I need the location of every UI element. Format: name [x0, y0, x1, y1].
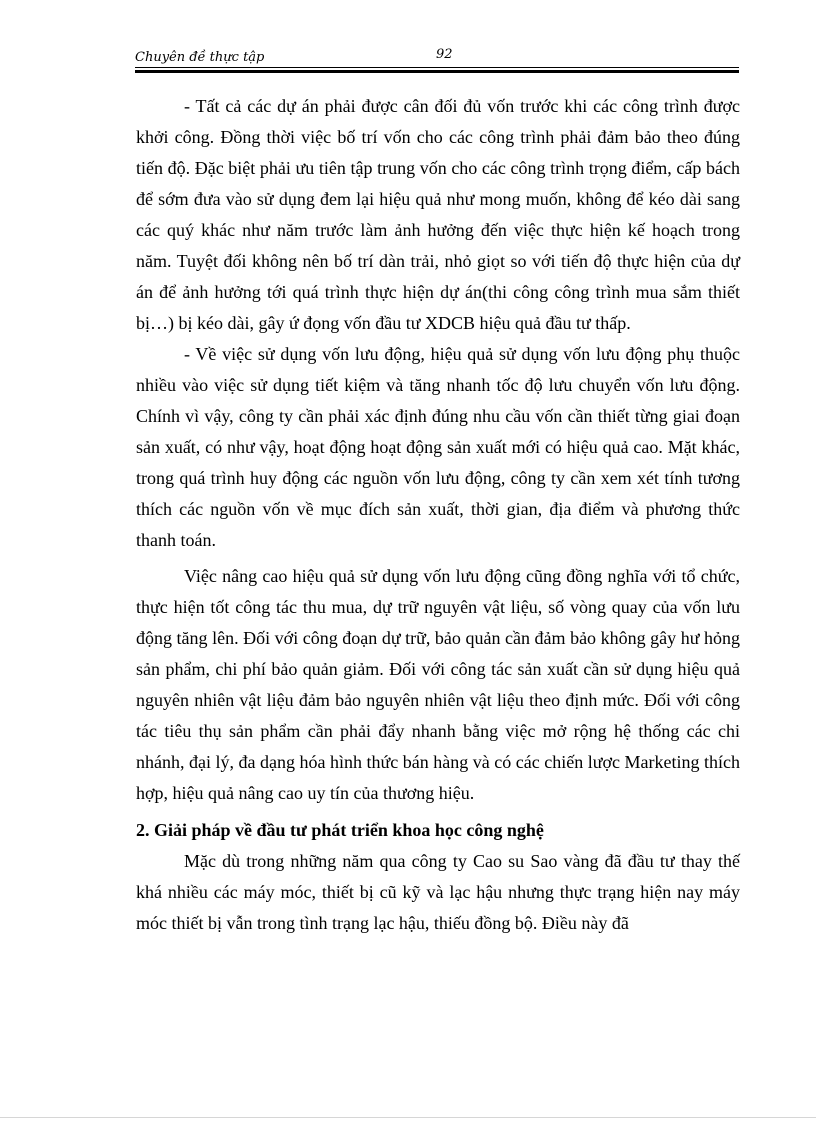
- header-rule-thin: [135, 67, 739, 68]
- page-number: 92: [436, 47, 453, 62]
- paragraph-efficiency: Việc nâng cao hiệu quả sử dụng vốn lưu động cũng đồng nghĩa với tổ chức, thực hiện tốt công tác thu mua, dự trữ nguyên vật liệu, số vòng quay của vốn lưu động tăng lên. Đối với công đoạn dự trữ, bảo quản cần đảm bảo không gây hư hỏng sản phẩm, chi phí bảo quản giảm. Đối với công tác sản xuất cần sử dụng hiệu quả nguyên nhiên vật liệu đảm bảo nguyên nhiên vật liệu theo định mức. Đối với công tác tiêu thụ sản phẩm cần phải đẩy nhanh bằng việc mở rộng hệ thống các chi nhánh, đại lý, đa dạng hóa hình thức bán hàng và có các chiến lược Marketing thích hợp, hiệu quả nâng cao uy tín của thương hiệu.: [136, 566, 740, 803]
- header-rule-thick: [135, 70, 739, 73]
- document-body: [136, 91, 740, 939]
- section-heading: 2. Giải pháp về đầu tư phát triển khoa học công nghệ: [136, 820, 544, 840]
- page-bottom-edge: [0, 1117, 816, 1118]
- header-title: Chuyên đề thực tập: [135, 50, 265, 65]
- paragraph-working-capital: - Về việc sử dụng vốn lưu động, hiệu quả sử dụng vốn lưu động phụ thuộc nhiều vào việc sử dụng tiết kiệm và tăng nhanh tốc độ lưu chuyển vốn lưu động. Chính vì vậy, công ty cần phải xác định đúng nhu cầu vốn cần thiết từng giai đoạn sản xuất, có như vậy, hoạt động hoạt động sản xuất mới có hiệu quả cao. Mặt khác, trong quá trình huy động các nguồn vốn lưu động, công ty cần xem xét tính tương thích các nguồn vốn về mục đích sản xuất, thời gian, địa điểm và phương thức thanh toán.: [136, 344, 740, 550]
- page-header: [135, 46, 739, 74]
- paragraph-technology: Mặc dù trong những năm qua công ty Cao su Sao vàng đã đầu tư thay thế khá nhiều các máy móc, thiết bị cũ kỹ và lạc hậu nhưng thực trạng hiện nay máy móc thiết bị vẫn trong tình trạng lạc hậu, thiếu đồng bộ. Điều này đã: [136, 851, 740, 933]
- paragraph-capital-balance: - Tất cả các dự án phải được cân đối đủ vốn trước khi các công trình được khởi công. Đồng thời việc bố trí vốn cho các công trình phải đảm bảo theo đúng tiến độ. Đặc biệt phải ưu tiên tập trung vốn cho các công trình trọng điểm, cấp bách để sớm đưa vào sử dụng đem lại hiệu quả như mong muốn, không để kéo dài sang các quý khác như năm trước làm ảnh hưởng đến việc thực hiện kế hoạch trong năm. Tuyệt đối không nên bố trí dàn trải, nhỏ giọt so với tiến độ thực hiện của dự án để ảnh hưởng tới quá trình thực hiện dự án(thi công công trình mua sắm thiết bị…) bị kéo dài, gây ứ đọng vốn đầu tư XDCB hiệu quả đầu tư thấp.: [136, 96, 740, 333]
